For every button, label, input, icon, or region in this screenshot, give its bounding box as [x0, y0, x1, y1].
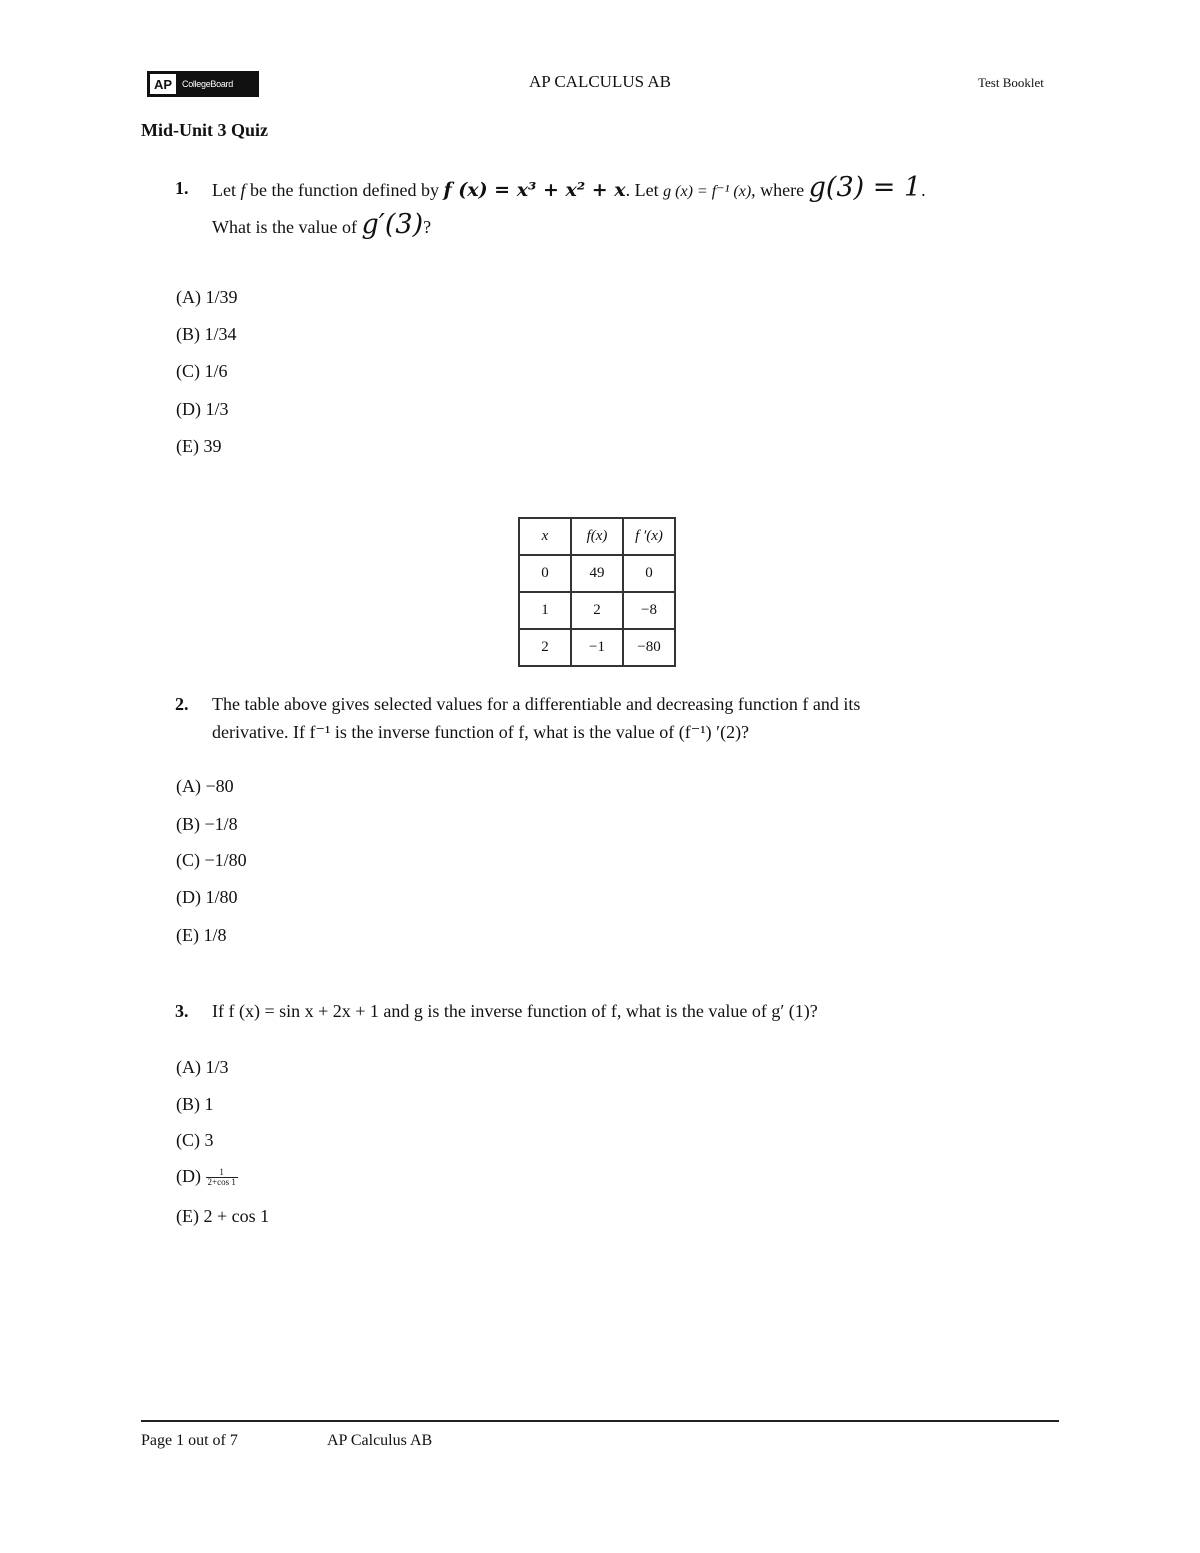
header-title: AP CALCULUS AB — [528, 72, 671, 91]
collegeboard-logo-text: CollegeBoard — [182, 79, 233, 89]
q1-fx-expression: f (x) = x³ + x² + x — [443, 179, 626, 201]
q1-choice-a[interactable]: (A) 1/39 — [176, 287, 238, 307]
table-cell: 2 — [571, 592, 623, 629]
table-header-row — [519, 518, 675, 555]
q1-f: f — [240, 180, 246, 200]
q3-choice-d[interactable] — [176, 1166, 238, 1187]
quiz-title: Mid-Unit 3 Quiz — [141, 120, 269, 140]
table-cell: −8 — [623, 592, 675, 629]
q2-choice-a[interactable]: (A) −80 — [176, 776, 234, 796]
values-table-wrapper — [518, 517, 676, 667]
table-cell: 2 — [519, 629, 571, 666]
table-row — [519, 629, 675, 666]
question-3-line: If f (x) = sin x + 2x + 1 and g is the inverse function of f, what is the value of g′ (1)? — [212, 1001, 818, 1021]
table-cell: 1 — [519, 592, 571, 629]
table-cell: −80 — [623, 629, 675, 666]
table-row — [519, 592, 675, 629]
ap-logo-mark: AP — [150, 74, 176, 94]
q1-gprime3: g′(3) — [361, 209, 424, 240]
q1-choice-d[interactable]: (D) 1/3 — [176, 399, 229, 419]
fraction-numerator: 1 — [206, 1168, 238, 1178]
q3-choice-d-fraction — [206, 1168, 238, 1187]
table-cell: 0 — [519, 555, 571, 592]
q3-choice-d-label: (D) — [176, 1166, 201, 1186]
question-2-line-2: derivative. If f⁻¹ is the inverse function of f, what is the value of (f⁻¹) ′(2)? — [212, 722, 750, 742]
table-header-cell: x — [519, 518, 571, 555]
footer-page-number: Page 1 out of 7 — [141, 1432, 238, 1449]
footer-course-name: AP Calculus AB — [327, 1432, 433, 1449]
question-2-line-1: The table above gives selected values for a differentiable and decreasing function f and its — [212, 694, 861, 714]
q1-choice-c[interactable]: (C) 1/6 — [176, 361, 228, 381]
q2-choice-e[interactable]: (E) 1/8 — [176, 925, 227, 945]
q1-gx-expression: g (x) = f⁻¹ (x) — [663, 183, 752, 200]
fraction-denominator: 2+cos 1 — [207, 1177, 236, 1188]
header-test-booklet: Test Booklet — [978, 75, 1044, 90]
question-1-line-2 — [212, 207, 431, 245]
q1-text-b: be the function defined by — [245, 180, 444, 200]
values-table — [518, 517, 676, 667]
q2-number: 2. — [175, 694, 189, 714]
q2-choice-b[interactable]: (B) −1/8 — [176, 814, 238, 834]
q1-line2-a: What is the value of — [212, 217, 362, 237]
table-row — [519, 555, 675, 592]
question-1-line-1 — [212, 170, 926, 210]
table-header-cell: f(x) — [571, 518, 623, 555]
q1-text-d: , where — [751, 180, 809, 200]
question-2-number — [175, 686, 189, 722]
table-header-cell: f ′(x) — [623, 518, 675, 555]
table-cell: 0 — [623, 555, 675, 592]
q1-choice-b[interactable]: (B) 1/34 — [176, 324, 237, 344]
q3-choice-e[interactable]: (E) 2 + cos 1 — [176, 1206, 270, 1226]
q1-line2-b: ? — [423, 217, 432, 237]
question-3-number — [175, 993, 189, 1029]
q3-number: 3. — [175, 1001, 189, 1021]
q1-text-c: . Let — [625, 180, 664, 200]
q1-number: 1. — [175, 178, 189, 198]
q1-g3-expression: g(3) = 1 — [808, 172, 922, 203]
footer-divider — [141, 1420, 1059, 1422]
q1-text-a: Let — [212, 180, 241, 200]
question-1-number — [175, 170, 189, 206]
q1-choice-e[interactable]: (E) 39 — [176, 436, 222, 456]
q3-choice-b[interactable]: (B) 1 — [176, 1094, 214, 1114]
q3-choice-c[interactable]: (C) 3 — [176, 1130, 214, 1150]
table-cell: 49 — [571, 555, 623, 592]
q2-choice-c[interactable]: (C) −1/80 — [176, 850, 247, 870]
q3-choice-a[interactable]: (A) 1/3 — [176, 1057, 229, 1077]
q2-choice-d[interactable]: (D) 1/80 — [176, 887, 238, 907]
table-cell: −1 — [571, 629, 623, 666]
q1-text-e: . — [921, 180, 926, 200]
